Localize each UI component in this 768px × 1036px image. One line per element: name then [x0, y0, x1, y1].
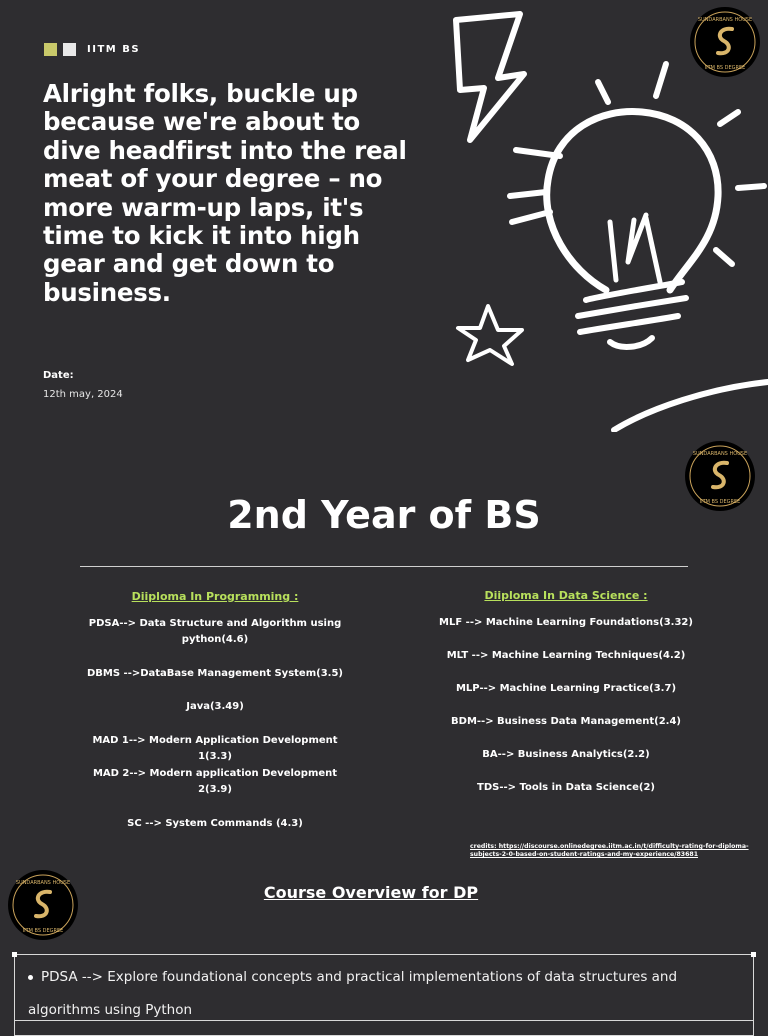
data-science-item: MLP--> Machine Learning Practice(3.7)	[455, 683, 677, 694]
date-label: Date:	[43, 370, 74, 381]
svg-text:SUNDARBANS HOUSE: SUNDARBANS HOUSE	[692, 451, 748, 457]
credits-link[interactable]: credits: https://discourse.onlinedegree.iitm.ac.in/t/difficulty-rating-for-diploma-subjects-2-0-based-on-student-ratings-and-my-experience/83681	[470, 843, 749, 858]
brand-label: IITM BS	[87, 44, 141, 55]
data-science-item: TDS--> Tools in Data Science(2)	[477, 782, 655, 793]
svg-text:SUNDARBANS HOUSE: SUNDARBANS HOUSE	[697, 17, 753, 23]
data-science-item: MLT --> Machine Learning Techniques(4.2)	[446, 650, 686, 661]
section-title: 2nd Year of BS	[227, 493, 541, 537]
svg-text:SUNDARBANS HOUSE: SUNDARBANS HOUSE	[15, 880, 71, 886]
overview-divider	[14, 1020, 754, 1021]
programming-heading: Diiploma In Programming :	[131, 590, 299, 603]
overview-bullet-text: PDSA --> Explore foundational concepts and practical implementations of data structures and algorithms using Python	[28, 969, 678, 1018]
svg-text:IITM BS DEGREE: IITM BS DEGREE	[22, 928, 64, 934]
svg-text:IITM BS DEGREE: IITM BS DEGREE	[704, 65, 746, 71]
programming-item: MAD 2--> Modern application Development 2(3.9)	[92, 768, 338, 795]
bulb-icon	[547, 112, 718, 290]
svg-text:IITM BS DEGREE: IITM BS DEGREE	[699, 499, 741, 505]
data-science-item: BA--> Business Analytics(2.2)	[482, 749, 650, 760]
overview-bullet	[28, 961, 740, 1027]
programming-item: MAD 1--> Modern Application Development 1(3.3)	[92, 735, 338, 762]
overview-title: Course Overview for DP	[263, 883, 479, 902]
programming-item: SC --> System Commands (4.3)	[127, 818, 303, 829]
programming-item: DBMS -->DataBase Management System(3.5)	[86, 668, 343, 679]
bullet-icon	[28, 975, 33, 980]
brand-square-icon	[63, 43, 76, 56]
sundarbans-house-seal-icon	[8, 870, 78, 940]
data-science-heading: Diiploma In Data Science :	[484, 589, 648, 602]
data-science-item: BDM--> Business Data Management(2.4)	[451, 716, 681, 727]
date-value: 12th may, 2024	[43, 389, 123, 400]
programming-item: PDSA--> Data Structure and Algorithm using python(4.6)	[88, 618, 342, 645]
programming-item: Java(3.49)	[186, 701, 244, 712]
star-icon	[458, 306, 522, 364]
headline: Alright folks, buckle up because we're about to dive headfirst into the real meat of your degree – no more warm-up laps, it's time to kick it into high gear and get down to business.	[43, 79, 407, 307]
brand	[44, 43, 140, 56]
lightning-icon	[456, 14, 524, 140]
data-science-item: MLF --> Machine Learning Foundations(3.32)	[439, 617, 693, 628]
divider	[80, 566, 688, 567]
brand-square-icon	[44, 43, 57, 56]
sundarbans-house-seal-icon	[690, 7, 760, 77]
